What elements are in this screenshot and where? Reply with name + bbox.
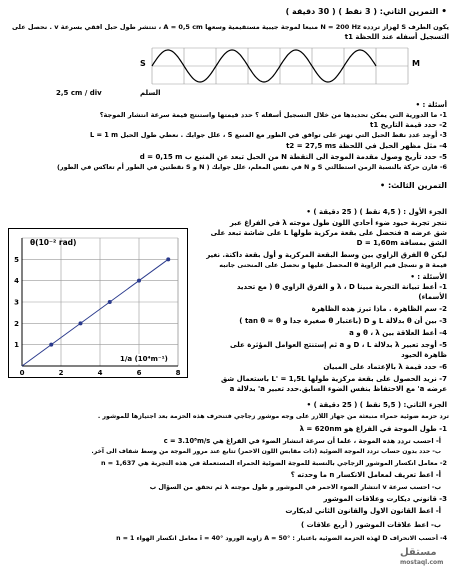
ex3-p2-l11: 4- أحسب الانحراف D لهذه الحزمة الضوئية باعتبار : A = 50° زاوية الورود i = 40° معامل انكسار الهواء n = 1: [116, 535, 447, 542]
ex2-q3a: 3- أوجد عدد نقط الحبل التي تهتز على توافق في الطور مع المنبع S ، علل جوابك . نعطي طول الحبل L = 1 m: [89, 131, 447, 139]
ex3-p1-l1: ننجز تجربة حيود ضوء أحادي اللون طول موجته λ في الفراغ عبر: [229, 219, 447, 227]
x-tick-label: 2: [58, 369, 64, 377]
wave-label-s: S: [140, 59, 146, 68]
ex3-part1-heading: الجزء الأول : ( 4,5 نقط ) ( 25 دقيقة ) •: [306, 208, 447, 216]
ex3-p2-l4: ب- حدد بدون حساب تردد الموجة الضوئية (ذات مقابس اللون الاحمر) تتابع عند مرور الموجة من وسط شفاف الى آخر.: [91, 448, 441, 455]
data-point: [166, 257, 170, 261]
graph-panel: [8, 228, 188, 378]
ex3-q3a: 3- بين أن θ بدلالة L و D (باعتبار θ صغيرة جدا و tan θ ≈ θ ): [239, 317, 447, 325]
watermark-url: mostaql.com: [400, 559, 444, 566]
ex3-q3b: 4- أعط العلاقة بين θ ، λ و a: [349, 329, 447, 337]
data-point: [79, 321, 83, 325]
watermark-logo: مستقل: [400, 547, 437, 558]
y-tick-label: 3: [14, 298, 19, 307]
ex2-q5: 6- قارن حركة بالنسبة الزمن استطالتي S و N في نفس المعلم، علل جوابك ( N و S نقطتين في الطور أم تعاكس في الطور): [57, 163, 447, 171]
x-tick-label: 6: [136, 369, 142, 377]
ex2-q1: 1- ما الدورية التي يمكن تحديدها من خلال التسجيل أسفله ؟ حدد قيمتها واستنتج قيمة سرعة انتشار الموجة؟: [99, 111, 447, 119]
data-point: [108, 300, 112, 304]
ex3-part2-heading: الجزء الثاني: ( 5,5 نقط ) ( 25 دقيقة ) •: [306, 401, 447, 409]
ex3-q6b: عرضه a' مع الاحتفاظ بنفس الضوء السابق.حدد تعبير a' بدلالة a: [229, 385, 447, 393]
ex2-q2: 2- حدد قيمة التاريخ t1: [369, 121, 447, 129]
ex2-q4: 5- حدد تأريخ وصول مقدمة الموجة الى النقطة N من الحبل تبعد عن المنبع ب d = 0,15 m: [139, 153, 447, 161]
ex3-p2-l7: ب- احسب سرعة v انتشار الضوء الاحمر في الموشور و طول موجته λ ثم تحقق من السؤال ب: [149, 483, 441, 491]
ex3-q2: 2- سم الظاهرة . ماذا تبرز هذه الظاهرة: [311, 305, 447, 313]
wave-svg: [138, 44, 428, 90]
y-tick-label: 5: [14, 255, 19, 264]
y-tick-label: 4: [14, 277, 19, 286]
ex3-q4: 5- أوجد تعبير λ بدلالة D ، L و a ثم إستنتج العوامل المؤثرة على: [230, 341, 447, 349]
ex2-intro-2: التسجيل أسفله عند اللحظة t1: [344, 33, 449, 41]
ex3-p1-l2: شق عرضه a فنحصل على بقعة مركزية طولها L على شاشة تبعد على: [210, 229, 447, 237]
y-tick-label: 1: [14, 341, 19, 350]
ex2-q3b: 4- مثل مظهر الحبل في اللحظة t2 = 27,5 ms: [286, 142, 447, 150]
x-tick-label: 8: [175, 369, 181, 377]
ex3-p2-l10: ب- اعط علاقات الموشور ( أربع علاقات ): [300, 521, 441, 529]
ex3-p2-l6: أ- اعط تعريف لمعامل الانكسار n ما وحدته ؟: [290, 471, 441, 479]
ex2-questions-title: أسئلة : •: [415, 101, 447, 109]
data-point: [137, 279, 141, 283]
graph-ylabel: θ(10⁻² rad): [30, 238, 77, 247]
ex3-p2-l5: 2- معامل انكسار الموشور الزجاجي بالنسبة للموجة الضوئية الحمراء المستعملة في هذه التجربة هي n = 1,637: [101, 459, 447, 467]
ex3-q4b: ظاهرة الحيود: [401, 351, 447, 359]
ex3-p2-l1: ترد حزمة ضوئية حمراء منبعثة من جهاز اللازر على وجه موشور زجاجي فتنحرف هذه الحزمة بعد اجتيازها للموشور .: [97, 413, 449, 420]
ex3-p1-l3: الشق بمسافة D = 1,60m: [356, 239, 447, 247]
data-point: [49, 343, 53, 347]
x-tick-label: 0: [19, 369, 25, 377]
ex3-p2-l8: 3- قانوني ديكارت وعلاقات الموشور: [323, 495, 447, 503]
y-tick-label: 2: [14, 319, 19, 328]
ex3-p1-l4: ليكن θ الفرق الزاوي بين وسط البقعة المركزية و أول بقعة داكنة. نغير: [206, 251, 447, 259]
ex3-p2-l3: أ- احسب تردد هذه الموجة ، علما أن سرعة انتشار الضوء في الفراغ هي c = 3.10⁸m/s: [163, 437, 441, 445]
fit-line: [22, 259, 168, 366]
ex2-intro-1: يكون الطرف S لهزاز تردده N = 200 Hz منبعا لموجة جيبية مستقيمية وسعها A = 0,5 cm ، تنتشر طول حبل افقي بسرعة v . نحصل على: [11, 23, 449, 31]
wave-label-m: M: [412, 59, 420, 68]
scale-value: 2,5 cm / div: [56, 89, 102, 97]
ex3-q6: 7- نريد الحصول على بقعة مركزية طولها L' = 1,5L باستعمال شق: [221, 375, 447, 383]
scale-label: السلم: [140, 89, 161, 97]
ex3-q1a: 1- أعط تبيانة التجربة مبينا λ ، D و الفرق الزاوي θ ( مع تحديد: [236, 283, 447, 291]
ex3-p2-l2: 1- طول الموجة في الفراغ هو λ = 620nm: [299, 425, 447, 433]
ex3-heading: التمرين الثالث: •: [380, 181, 447, 190]
graph-xlabel: 1/a (10⁴m⁻¹): [120, 355, 168, 363]
x-tick-label: 4: [97, 369, 103, 377]
wave-figure: [138, 44, 428, 90]
ex3-q1b: الأسماء): [418, 293, 447, 301]
ex3-p2-l9: أ- اعط القانون الاول والقانون الثاني لديكارت: [285, 507, 441, 515]
ex3-questions-title: الأسئلة : •: [410, 273, 447, 281]
ex3-q5: 6- حدد قيمة λ بالإعتماد على المبيان: [323, 363, 447, 371]
ex2-heading: • التمرين الثاني: ( 3 نقط ) ( 30 دقيقة ): [285, 7, 447, 17]
ex3-p1-l5: قيمة a و نسجل قيم الزاوية θ المحصل عليها و نحصل على المنحنى جانبه: [219, 261, 447, 269]
